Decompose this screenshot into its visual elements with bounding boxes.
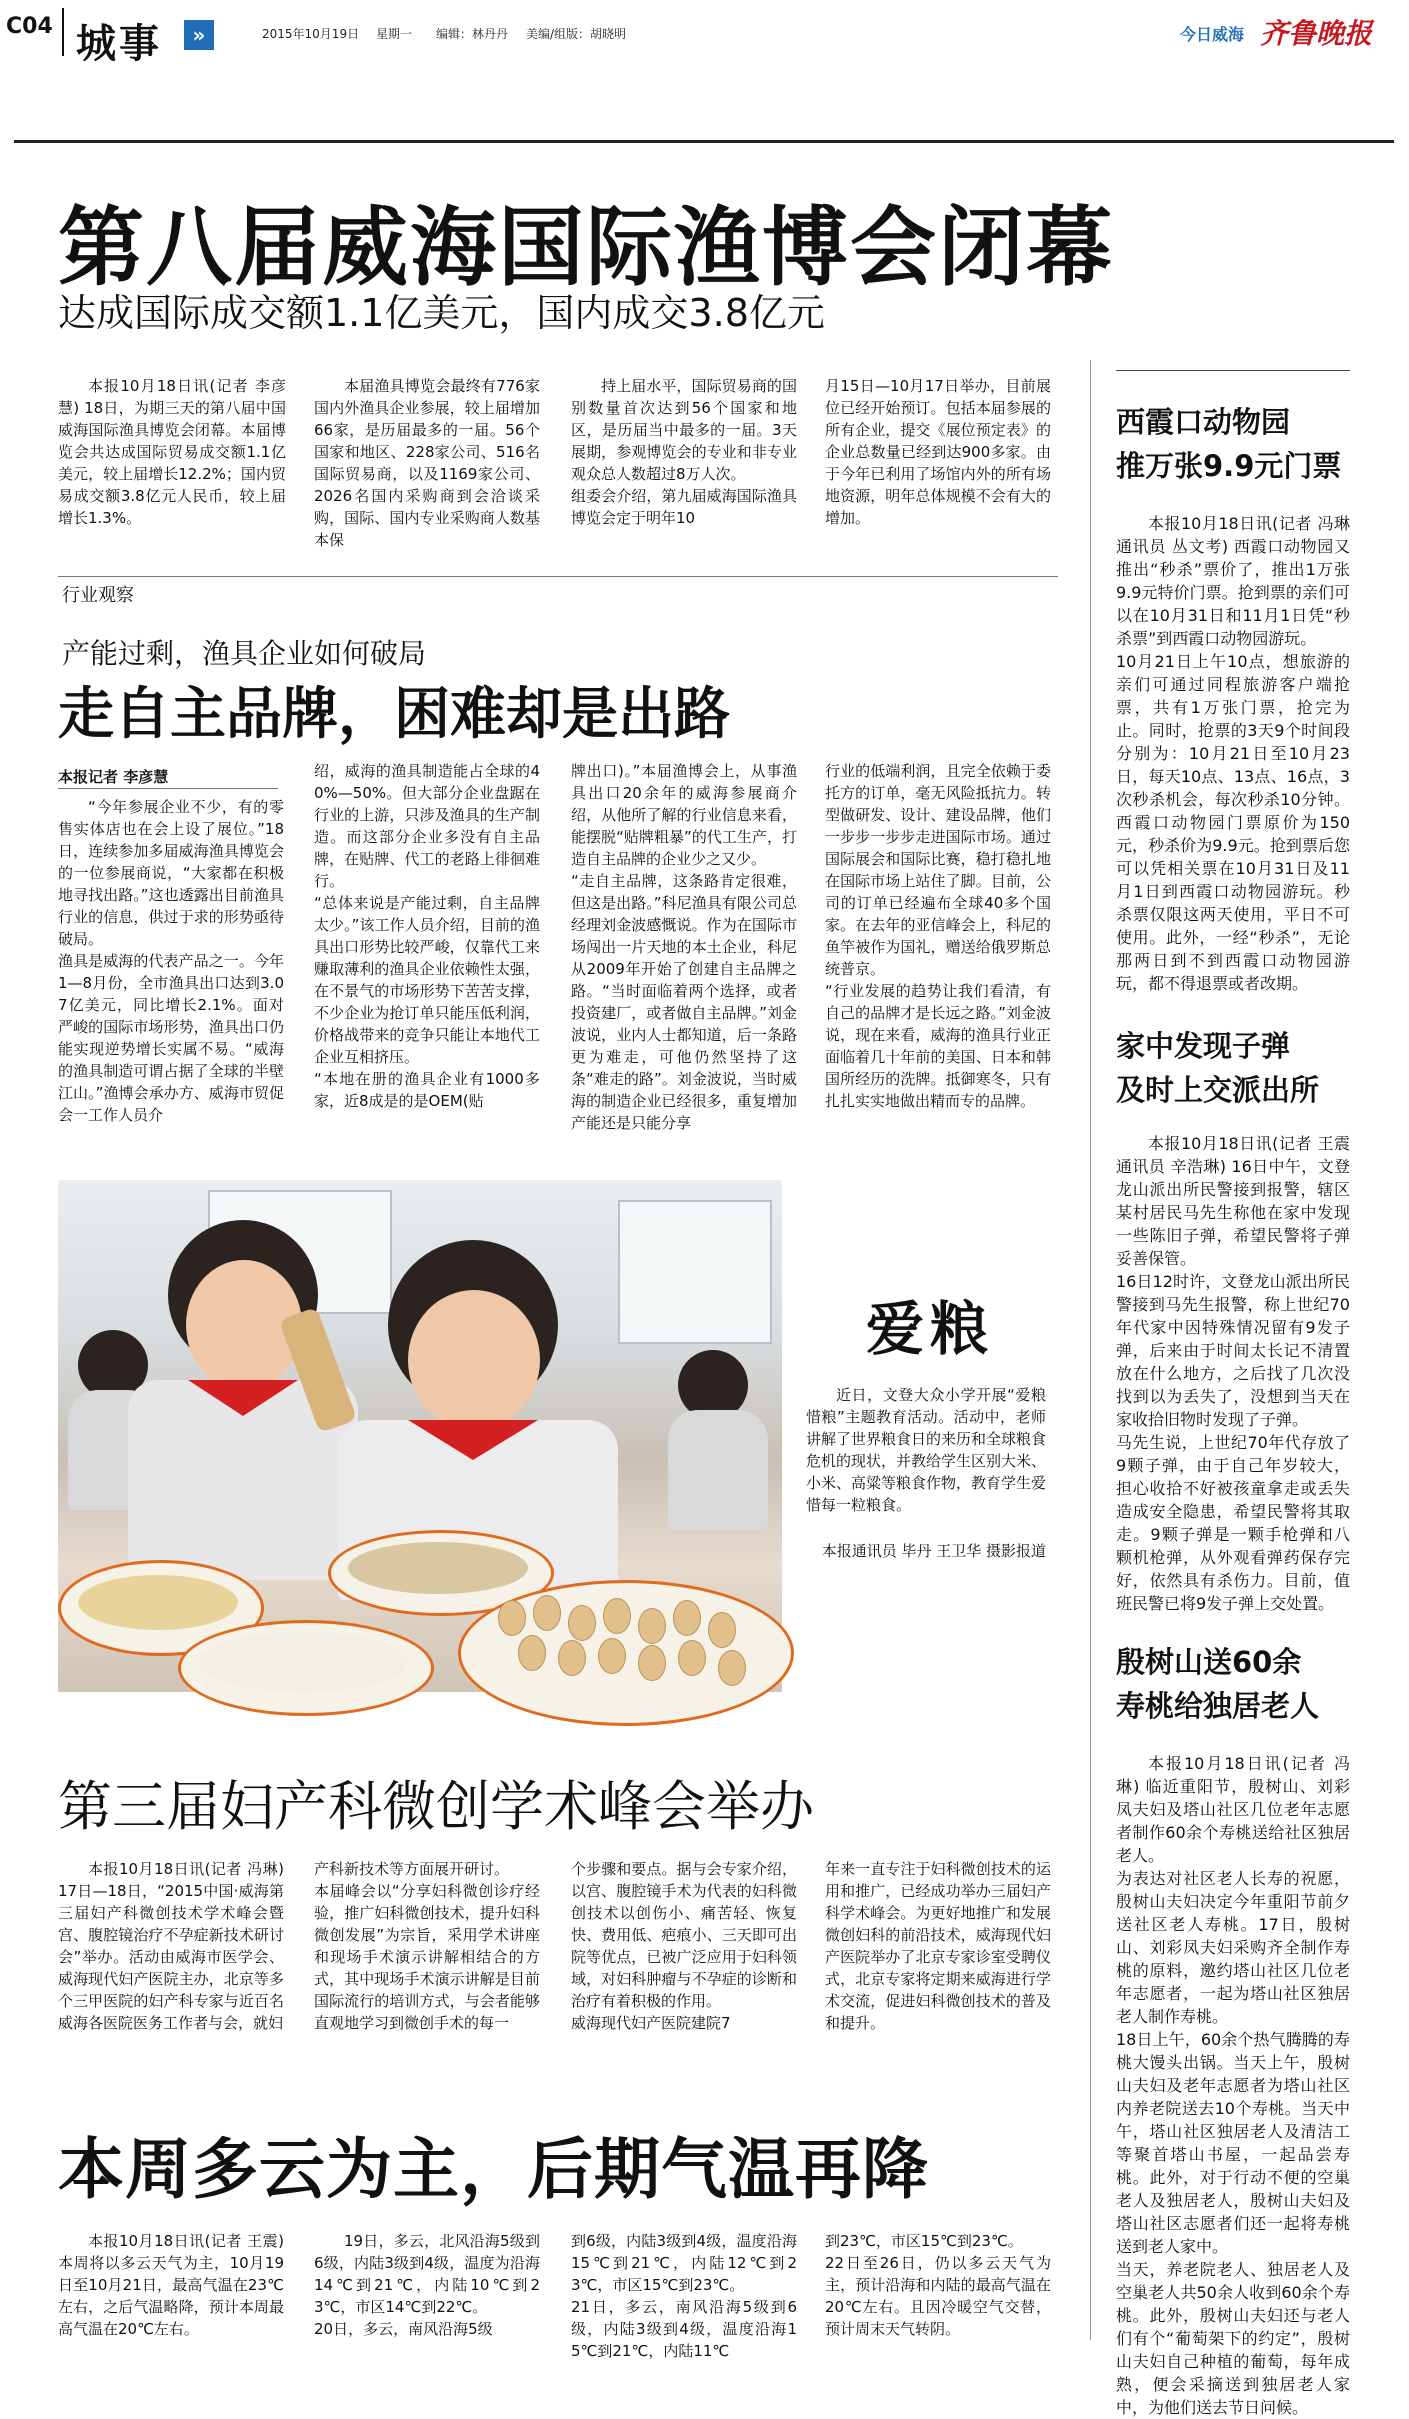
peanut (708, 1612, 736, 1648)
peanut (673, 1600, 701, 1636)
lead-column-3: 持上届水平，国际贸易商的国别数量首次达到56个国家和地区，是历届当中最多的一届。3天展期，参观博览会的专业和非专业观众总人数超过8万人次。 组委会介绍，第九届威海国际渔具博览会定于明年10 (571, 377, 797, 527)
feature-column-2: 绍，威海的渔具制造能占全球的40%—50%。但大部分企业盘踞在行业的上游，只涉及渔具的生产制造。而这部分企业多没有自主品牌，在贴牌、代工的老路上徘徊难行。 “总体来说是产能过剩，自主品牌太少。”该工作人员介绍，目前的渔具出口形势比较严峻，仅靠代工来赚取薄利的渔具企业依赖性太强，在不景气的市场形势下苦苦支撑，不少企业为抢订单只能压低利润，价格战带来的竞争只能让本地代工企业互相挤压。 “本地在册的渔具企业有1000多家，近8成是的是OEM(贴 (314, 762, 540, 1110)
header-rule (14, 140, 1394, 143)
feature-column-3: 牌出口)。”本届渔博会上，从事渔具出口20余年的威海参展商介绍，从他所了解的行业信息来看，能摆脱“贴牌粗暴”的代工生产，打造自主品牌的企业少之又少。 “走自主品牌，这条路肯定很难，但这是出路。”科尼渔具有限公司总经理刘金波感慨说。作为在国际市场闯出一片天地的本土企业，科尼从2009年开始了创建自主品牌之路。“当时面临着两个选择，或者投资建厂，或者做自主品牌。”刘金波说，业内人士都知道，后一条路更为难走，可他仍然坚持了这条“难走的路”。刘金波说，当时威海的制造企业已经很多，重复增加产能还是只能分享 (571, 762, 797, 1132)
feature-headline: 走自主品牌，困难却是出路 (58, 682, 730, 747)
photo-title: 爱粮 (866, 1295, 995, 1363)
summit-column-3: 个步骤和要点。据与会专家介绍，以宫、腹腔镜手术为代表的妇科微创技术以创伤小、痛苦轻、恢复快、费用低、疤痕小、三天即可出院等优点，已被广泛应用于妇科领域，对妇科肿瘤与不孕症的诊断和治疗有着积极的作用。 威海现代妇产医院建院7 (571, 1860, 797, 2032)
peanut (638, 1608, 666, 1644)
byline-rule (58, 788, 278, 789)
weather-column-2: 19日，多云，北风沿海5级到6级，内陆3级到4级，温度为沿海14℃到21℃，内陆10℃到23℃，市区14℃到22℃。 20日，多云，南风沿海5级 (314, 2232, 540, 2338)
sidebar-divider (1090, 360, 1091, 2340)
designer-credit: 美编/组版：胡晓明 (526, 27, 627, 41)
edition-name: 今日威海 (1180, 25, 1245, 44)
lead-column-1: 本报10月18日讯(记者 李彦慧) 18日，为期三天的第八届中国威海国际渔具博览会闭幕。本届博览会共达成国际贸易成交额1.1亿美元，较上届增长12.2%；国内贸易成交额3.8亿元人民币，较上届增长1.3%。 (58, 377, 286, 527)
summit-headline: 第三届妇产科微创学术峰会举办 (58, 1775, 814, 1838)
weather-headline: 本周多云为主，后期气温再降 (58, 2131, 929, 2208)
millet (78, 1575, 238, 1630)
news-photo (58, 1180, 782, 1692)
weather-column-1: 本报10月18日讯(记者 王震) 本周将以多云天气为主，10月19日至10月21日，最高气温在23℃左右，之后气温略降，预计本周最高气温在20℃左右。 (58, 2232, 284, 2338)
rice (198, 1632, 408, 1692)
summit-column-4: 年来一直专注于妇科微创技术的运用和推广，已经成功举办三届妇产科学术峰会。为更好地推广和发展微创妇科的前沿技术，威海现代妇产医院举办了北京专家诊室受聘仪式，北京专家将定期来威海进行学术交流，促进妇科微创技术的普及和提升。 (825, 1860, 1051, 2032)
peanut (518, 1635, 546, 1671)
section-title: 城事 (76, 21, 162, 67)
weather-column-3: 到6级，内陆3级到4级，温度沿海15℃到21℃，内陆12℃到23℃，市区15℃到23℃。 21日，多云，南风沿海5级到6级，内陆3级到4级，温度沿海15℃到21℃，内陆11℃ (571, 2232, 797, 2360)
peanut (718, 1650, 746, 1686)
peanut (678, 1640, 706, 1676)
peanut (533, 1595, 561, 1631)
newspaper-logo: 齐鲁晚报 (1260, 17, 1373, 50)
peanut (498, 1600, 526, 1636)
issue-date: 2015年10月19日 (262, 27, 360, 41)
feature-deck: 产能过剩，渔具企业如何破局 (62, 637, 427, 670)
peanut (603, 1598, 631, 1634)
lead-column-2: 本届渔具博览会最终有776家国内外渔具企业参展，较上届增加66家，是历届最多的一届。56个国家和地区、228家公司、516名国际贸易商，以及1169家公司、2026名国内采购商到会洽谈采购，国际、国内专业采购商人数基本保 (314, 377, 540, 549)
peanut (568, 1605, 596, 1641)
feature-kicker: 行业观察 (62, 585, 134, 606)
feature-byline: 本报记者 李彦慧 (58, 768, 169, 786)
background-child-body (668, 1410, 768, 1530)
zoo-article: 本报10月18日讯(记者 冯琳 通讯员 丛文考) 西霞口动物园又推出“秒杀”票价了，推出1万张9.9元特价门票。抢到票的亲们可以在10月31日和11月1日凭“秒杀票”到西霞口动物园游玩。 10月21日上午10点，想旅游的亲们可通过同程旅游客户端抢票，共有1万张门票，抢完为止。同时，抢票的3天9个时间段分别为：10月21日至10月23日，每天10点、13点、16点，3次秒杀机会，每次秒杀10分钟。西霞口动物园门票原价为150元，秒杀价为9.9元。抢到票后您可以凭相关票在10月31日及11月1日到西霞口动物园游玩。秒杀票仅限这两天使用，平日不可使用。此外，一经“秒杀”，无论那两日到不到西霞口动物园游玩，都不得退票或者改期。 (1116, 514, 1350, 993)
zoo-headline: 西霞口动物园 推万张9.9元门票 (1116, 405, 1342, 483)
page-number: C04 (6, 14, 53, 39)
lead-column-4: 月15日—10月17日举办，目前展位已经开始预订。包括本届参展的所有企业，提交《展位预定表》的企业总数量已经到达900多家。由于今年已利用了场馆内外的所有场地资源，明年总体规模不会有大的增加。 (825, 377, 1051, 527)
peanut (558, 1640, 586, 1676)
feature-column-1: “今年参展企业不少，有的零售实体店也在会上设了展位。”18日，连续参加多届威海渔具博览会的一位参展商说，“大家都在积极地寻找出路。”这也透露出目前渔具行业的信息，供过于求的形势亟待破局。 渔具是威海的代表产品之一。今年1—8月份，全市渔具出口达到3.07亿美元，同比增长2.1%。面对严峻的国际市场形势，渔具出口仍能实现逆势增长实属不易。“威海的渔具制造可谓占据了全球的半壁江山。”渔博会承办方、威海市贸促会一工作人员介 (58, 798, 284, 1124)
bullet-article: 本报10月18日讯(记者 王震 通讯员 辛浩琳) 16日中午，文登龙山派出所民警接到报警，辖区某村居民马先生称他在家中发现一些陈旧子弹，希望民警将子弹妥善保管。 16日12时许，文登龙山派出所民警接到马先生报警，称上世纪70年代家中因特殊情况留有9发子弹，后来由于时间太长记不清置放在什么地方，之后找了几次没找到以为丢失了，没想到当天在家收拾旧物时发现了子弹。 马先生说，上世纪70年代存放了9颗子弹，由于自己年岁较大，担心收拾不好被孩童拿走或丢失造成安全隐患，希望民警将其取走。9颗子弹是一颗手枪弹和八颗机枪弹，从外观看弹药保存完好，依然具有杀伤力。目前，值班民警已将9发子弹上交处置。 (1116, 1134, 1350, 1613)
section-arrow-icon: » (184, 20, 214, 50)
photo-caption: 近日，文登大众小学开展“爱粮惜粮”主题教育活动。活动中，老师讲解了世界粮食日的来历和全球粮食危机的现状，并教给学生区别大米、小米、高粱等粮食作物，教育学生爱惜每一粒粮食。 (806, 1386, 1047, 1514)
summit-column-1: 本报10月18日讯(记者 冯琳) 17日—18日，“2015中国·威海第三届妇产科微创技术学术峰会暨宫、腹腔镜治疗不孕症新技术研讨会”举办。活动由威海市医学会、威海现代妇产医院主办，北京等多个三甲医院的妇产科专家与近百名威海各医院医务工作者与会，就妇 (58, 1860, 284, 2032)
window (618, 1200, 772, 1344)
beans (348, 1542, 528, 1594)
feature-top-rule (58, 576, 1058, 577)
lead-headline: 第八届威海国际渔博会闭幕 (58, 198, 1114, 298)
girl-right-face (408, 1290, 540, 1430)
summit-column-2: 产科新技术等方面展开研讨。 本届峰会以“分享妇科微创诊疗经验，推广妇科微创技术，提升妇科微创发展”为宗旨，采用学术讲座和现场手术演示讲解相结合的方式，其中现场手术演示讲解是目前国际流行的培训方式，与会者能够直观地学习到微创手术的每一 (314, 1860, 540, 2032)
weather-column-4: 到23℃，市区15℃到23℃。 22日至26日，仍以多云天气为主，预计沿海和内陆的最高气温在20℃左右。且因冷暖空气交替，预计周末天气转阴。 (825, 2232, 1051, 2338)
issue-weekday: 星期一 (376, 27, 413, 41)
editor-credit: 编辑：林丹丹 (436, 27, 509, 41)
peanut (598, 1638, 626, 1674)
sidebar-rule (1116, 370, 1350, 371)
peach-headline: 殷树山送60余 寿桃给独居老人 (1116, 1645, 1320, 1723)
feature-column-4: 行业的低端利润，且完全依赖于委托方的订单，毫无风险抵抗力。转型做研发、设计、建设品牌，他们一步步一步步走进国际市场。通过国际展会和国际比赛，稳打稳扎地在国际市场上站住了脚。目前，公司的订单已经遍布全球40多个国家。在去年的亚信峰会上，科尼的鱼竿被作为国礼，赠送给俄罗斯总统普京。 “行业发展的趋势让我们看清，有自己的品牌才是长远之路。”刘金波说，现在来看，威海的渔具行业正面临着几十年前的美国、日本和韩国所经历的洗牌。抵御寒冬，只有扎扎实实地做出精而专的品牌。 (825, 762, 1051, 1110)
peanut (638, 1645, 666, 1681)
lead-subheadline: 达成国际成交额1.1亿美元，国内成交3.8亿元 (58, 291, 825, 335)
peach-article: 本报10月18日讯(记者 冯琳) 临近重阳节，殷树山、刘彩凤夫妇及塔山社区几位老年志愿者制作60余个寿桃送给社区独居老人。 为表达对社区老人长寿的祝愿，殷树山夫妇决定今年重阳节前夕送社区老人寿桃。17日，殷树山、刘彩凤夫妇采购齐全制作寿桃的原料，邀约塔山社区几位老年志愿者，一起为塔山社区独居老人制作寿桃。 18日上午，60余个热气腾腾的寿桃大馒头出锅。当天上午，殷树山夫妇及老年志愿者为塔山社区内养老院送去10个寿桃。当天中午，塔山社区独居老人及清洁工等聚首塔山书屋，一起品尝寿桃。此外，对于行动不便的空巢老人及独居老人，殷树山夫妇及塔山社区志愿者们还一起将寿桃送到老人家中。 当天，养老院老人、独居老人及空巢老人共50余人收到60余个寿桃。此外，殷树山夫妇还与老人们有个“葡萄架下的约定”，殷树山夫妇自己种植的葡萄，每年成熟，便会采摘送到独居老人家中，为他们送去节日问候。 (1116, 1754, 1350, 2417)
header-divider (62, 8, 64, 56)
bullet-headline: 家中发现子弹 及时上交派出所 (1116, 1029, 1320, 1107)
photo-credit: 本报通讯员 毕丹 王卫华 摄影报道 (821, 1542, 1046, 1560)
